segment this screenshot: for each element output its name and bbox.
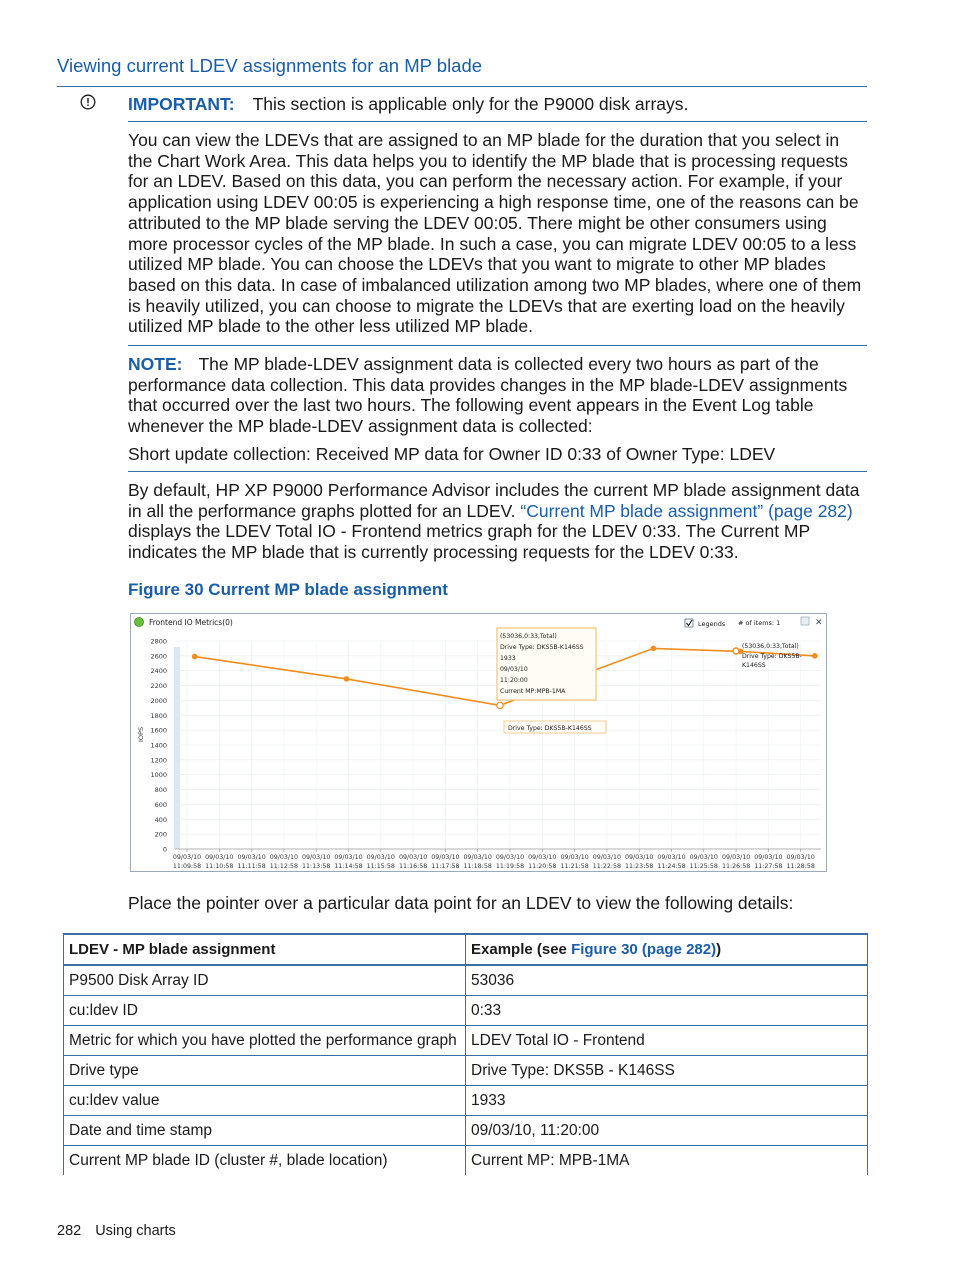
- x-tick-date: 09/03/10: [689, 854, 718, 861]
- table-cell-label: cu:ldev value: [64, 1086, 466, 1116]
- x-tick-time: 11:12:58: [269, 863, 299, 870]
- x-tick-date: 09/03/10: [431, 854, 460, 861]
- note-top-rule: [128, 345, 867, 346]
- y-tick-label: 2000: [150, 696, 167, 705]
- table-cell-value: 0:33: [466, 996, 868, 1026]
- table-cell-label: Drive type: [64, 1056, 466, 1086]
- x-tick-time: 11:27:58: [754, 863, 783, 870]
- x-tick-time: 11:19:58: [495, 863, 525, 870]
- important-text: This section is applicable only for the P9000 disk arrays.: [252, 94, 689, 114]
- x-tick-time: 11:23:58: [625, 863, 654, 870]
- table-cell-value: 1933: [466, 1086, 868, 1116]
- x-tick-time: 11:16:58: [398, 863, 428, 870]
- figure-link[interactable]: “Current MP blade assignment” (page 282): [520, 500, 853, 521]
- x-tick-date: 09/03/10: [366, 854, 395, 861]
- x-tick-time: 11:13:58: [302, 863, 331, 870]
- hover-label-text: Drive Type: DKS5B-K146SS: [508, 725, 592, 732]
- x-tick-date: 09/03/10: [172, 854, 202, 861]
- hover-label: [504, 721, 606, 733]
- x-tick-date: 09/03/10: [592, 854, 622, 861]
- x-tick-date: 09/03/10: [721, 854, 751, 861]
- important-icon: [80, 94, 96, 110]
- legends-label: Legends: [698, 620, 726, 628]
- x-tick-date: 09/03/10: [463, 854, 492, 861]
- y-tick-label: 1800: [150, 711, 167, 720]
- tooltip-date: 09/03/10: [500, 666, 528, 673]
- x-tick-time: 11:10:58: [205, 863, 234, 870]
- x-tick-time: 11:17:58: [431, 863, 460, 870]
- legend-drive-line2: K146SS: [742, 662, 766, 669]
- legend-entry: [733, 643, 802, 669]
- x-tick-date: 09/03/10: [398, 854, 428, 861]
- tooltip-current-mp: Current MP:MPB-1MA: [500, 688, 566, 695]
- legend-marker: [733, 648, 739, 654]
- y-tick-label: 1400: [150, 741, 167, 750]
- header-figure-link[interactable]: Figure 30 (page 282): [571, 941, 717, 958]
- table-body: [64, 965, 868, 1175]
- y-tick-label: 2600: [150, 652, 167, 661]
- y-axis-label: IOPS: [137, 726, 145, 742]
- x-tick-date: 09/03/10: [625, 854, 654, 861]
- y-tick-label: 1600: [150, 726, 167, 735]
- note-text: The MP blade-LDEV assignment data is collected every two hours as part of the performance data collection. This data provides changes in the MP blade-LDEV assignments that occurred over the last two hours. The following event appears in the Event Log table whenever the MP blade-LDEV assignment data is collected:: [128, 354, 848, 437]
- x-tick-date: 09/03/10: [237, 854, 266, 861]
- x-tick-date: 09/03/10: [302, 854, 331, 861]
- x-tick-date: 09/03/10: [560, 854, 589, 861]
- tooltip-value: 1933: [500, 655, 516, 662]
- table-header-row: [64, 934, 868, 965]
- figure-caption: Figure 30 Current MP blade assignment: [128, 580, 448, 599]
- chart-title: Frontend IO Metrics(0): [149, 618, 233, 627]
- y-tick-label: 600: [154, 800, 167, 809]
- x-tick-time: 11:26:58: [721, 863, 751, 870]
- assignment-table: [63, 933, 868, 1175]
- section-title: Viewing current LDEV assignments for an MP blade: [57, 55, 483, 76]
- close-icon[interactable]: ✕: [815, 618, 823, 628]
- pointer-instructions: Place the pointer over a particular data point for an LDEV to view the following details:: [128, 893, 794, 913]
- table-cell-label: P9500 Disk Array ID: [64, 965, 466, 996]
- table-row: [64, 965, 868, 996]
- table-row: [64, 1026, 868, 1056]
- chart-status-icon: [135, 618, 144, 627]
- y-tick-label: 2400: [150, 667, 167, 676]
- x-tick-time: 11:15:58: [366, 863, 395, 870]
- legend-series-name: (53036,0:33,Total): [742, 643, 799, 650]
- note-paragraph: [128, 354, 868, 437]
- legend-drive-line1: Drive Type: DKS5B-: [742, 653, 802, 660]
- table-cell-label: Current MP blade ID (cluster #, blade location): [64, 1146, 466, 1176]
- data-point[interactable]: [192, 654, 196, 658]
- y-tick-label: 1200: [150, 756, 167, 765]
- table-row: [64, 996, 868, 1026]
- table-cell-label: Metric for which you have plotted the performance graph: [64, 1026, 466, 1056]
- table-cell-label: cu:ldev ID: [64, 996, 466, 1026]
- event-log-text: Short update collection: Received MP data for Owner ID 0:33 of Owner Type: LDEV: [128, 444, 776, 464]
- table-row: [64, 1146, 868, 1176]
- x-tick-date: 09/03/10: [786, 854, 815, 861]
- x-tick-date: 09/03/10: [269, 854, 299, 861]
- y-axis-strip: [174, 647, 180, 849]
- tooltip-time: 11:20:00: [500, 677, 528, 684]
- header-col2-suffix: ): [716, 941, 722, 958]
- table-row: [64, 1116, 868, 1146]
- default-paragraph-end: displays the LDEV Total IO - Frontend metrics graph for the LDEV 0:33. The Current MP indicates the MP blade that is currently processing requests for the LDEV 0:33.: [128, 521, 810, 563]
- y-tick-label: 400: [154, 815, 167, 824]
- x-tick-date: 09/03/10: [528, 854, 557, 861]
- x-tick-date: 09/03/10: [657, 854, 686, 861]
- y-tick-label: 2800: [150, 637, 167, 646]
- y-tick-label: 1000: [150, 771, 167, 780]
- y-tick-label: 800: [154, 786, 167, 795]
- page-number: 282: [57, 1223, 82, 1239]
- x-tick-time: 11:11:58: [237, 863, 266, 870]
- table-row: [64, 1086, 868, 1116]
- table-cell-value: 53036: [466, 965, 868, 996]
- y-tick-label: 2200: [150, 682, 167, 691]
- x-tick-labels: [173, 854, 815, 870]
- data-point[interactable]: [497, 702, 503, 708]
- x-tick-date: 09/03/10: [754, 854, 783, 861]
- default-paragraph: [128, 480, 868, 563]
- x-tick-time: 11:24:58: [657, 863, 686, 870]
- page-footer: [57, 1223, 190, 1239]
- x-tick-time: 11:28:58: [786, 863, 815, 870]
- y-tick-label: 0: [162, 845, 167, 854]
- frontend-io-chart: [130, 613, 827, 872]
- note-bottom-rule: [128, 471, 867, 472]
- restore-icon[interactable]: [801, 617, 809, 625]
- data-point[interactable]: [344, 677, 348, 681]
- y-tick-labels: [150, 638, 167, 854]
- x-tick-time: 11:09:58: [172, 863, 202, 870]
- tooltip-drive: Drive Type: DKS5B-K146SS: [500, 644, 584, 651]
- x-tick-time: 11:21:58: [560, 863, 589, 870]
- table-cell-value: Current MP: MPB-1MA: [466, 1146, 868, 1176]
- tooltip-series: (53036,0:33,Total): [500, 633, 557, 640]
- default-paragraph-start: By default, HP XP P9000 Performance Advisor includes the current MP blade assignment data in all the performance graphs plotted for an LDEV.: [128, 480, 860, 521]
- intro-paragraph: You can view the LDEVs that are assigned to an MP blade for the duration that you select in the Chart Work Area. This data helps you to identify the MP blade that is processing requests for an LDEV. Based on this data, you can perform the necessary action. For example, if your application using LDEV 00:05 is experiencing a high response time, one of the reasons can be attributed to the MP blade serving the LDEV 00:05. There might be other consumers using more processor cycles of the MP blade. In such a case, you can migrate LDEV 00:05 to a less utilized MP blade. You can choose the LDEVs that you want to migrate to other MP blades based on this data. In case of imbalanced utilization among two MP blades, where one of them is heavily utilized, you can choose to migrate the LDEVs that are exerting load on the heavily utilized MP blade to the other less utilized MP blade.: [128, 130, 862, 337]
- x-tick-time: 11:25:58: [689, 863, 718, 870]
- x-tick-date: 09/03/10: [205, 854, 234, 861]
- table-row: [64, 1056, 868, 1086]
- header-col2-prefix: Example (see: [471, 941, 572, 958]
- table-header-col1: LDEV - MP blade assignment: [64, 934, 466, 965]
- footer-section: Using charts: [95, 1223, 176, 1239]
- x-tick-time: 11:20:58: [528, 863, 557, 870]
- important-notice: [128, 94, 688, 115]
- x-tick-date: 09/03/10: [334, 854, 363, 861]
- y-tick-label: 200: [154, 830, 167, 839]
- data-point-tooltip: [497, 628, 596, 700]
- table-cell-value: LDEV Total IO - Frontend: [466, 1026, 868, 1056]
- table-cell-value: 09/03/10, 11:20:00: [466, 1116, 868, 1146]
- x-tick-time: 11:14:58: [334, 863, 363, 870]
- important-rule: [128, 121, 867, 122]
- x-tick-time: 11:18:58: [463, 863, 492, 870]
- table-header-col2: [466, 934, 868, 965]
- data-point[interactable]: [813, 654, 817, 658]
- table-cell-label: Date and time stamp: [64, 1116, 466, 1146]
- note-label: NOTE:: [128, 354, 183, 374]
- heading-rule: [57, 86, 867, 87]
- data-point[interactable]: [651, 646, 655, 650]
- x-tick-time: 11:22:58: [592, 863, 622, 870]
- chart-canvas: [131, 614, 826, 871]
- table-cell-value: Drive Type: DKS5B - K146SS: [466, 1056, 868, 1086]
- important-label: IMPORTANT:: [128, 94, 235, 114]
- items-count: # of items: 1: [738, 619, 781, 627]
- x-tick-date: 09/03/10: [495, 854, 525, 861]
